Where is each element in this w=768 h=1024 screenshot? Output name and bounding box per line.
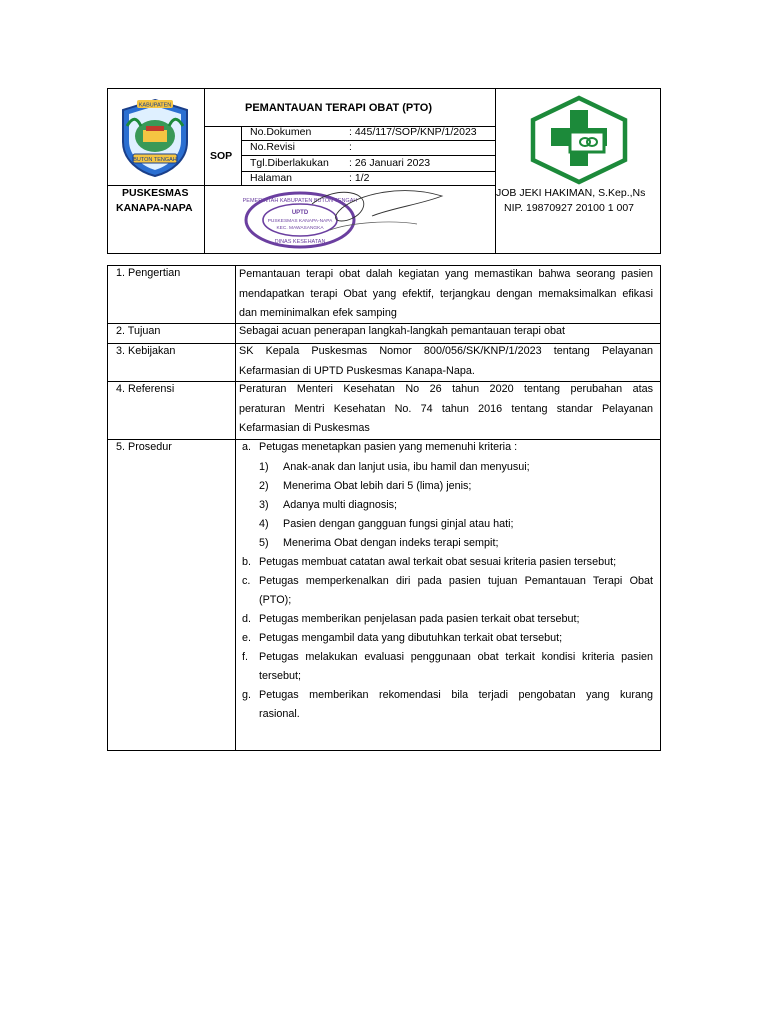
org-name-line1: PUSKESMAS xyxy=(122,187,189,199)
section-label-prosedur: 5. Prosedur xyxy=(116,441,172,453)
page-value: : 1/2 xyxy=(349,172,370,184)
svg-text:KABUPATEN: KABUPATEN xyxy=(138,102,172,109)
svg-text:DINAS KESEHATAN: DINAS KESEHATAN xyxy=(274,239,326,245)
text-line: Pemantauan terapi obat dalah kegiatan yang memastikan bahwa seorang pasien xyxy=(239,268,653,280)
sop-content-table xyxy=(107,265,661,751)
document-title: PEMANTAUAN TERAPI OBAT (PTO) xyxy=(245,102,432,114)
section-label-pengertian: 1. Pengertian xyxy=(116,267,181,279)
step-text: Petugas memberikan rekomendasi bila terjadi pengobatan yang kurang xyxy=(259,689,653,701)
border-right xyxy=(660,88,661,254)
sub-step-text: Anak-anak dan lanjut usia, ibu hamil dan menyusui; xyxy=(283,461,530,473)
step-marker: d. xyxy=(242,613,252,625)
sub-step-marker: 4) xyxy=(259,518,269,530)
revision-value: : xyxy=(349,141,352,153)
effective-date-value: : 26 Januari 2023 xyxy=(349,157,431,169)
revision-label: No.Revisi xyxy=(250,141,295,153)
step-text: Petugas membuat catatan awal terkait obat sesuai kriteria pasien tersebut; xyxy=(259,556,617,568)
divider-logo-row xyxy=(107,185,204,186)
text-line: Kefarmasian di UPTD Puskesmas Kanapa-Napa. xyxy=(239,364,475,377)
step-marker: a. xyxy=(242,441,252,453)
text-line: Peraturan Menteri Kesehatan No 26 tahun 2020 tentang perubahan atas xyxy=(239,383,653,395)
svg-text:PEMERINTAH KABUPATEN BUTON TEN: PEMERINTAH KABUPATEN BUTON TENGAH xyxy=(242,198,358,204)
org-name-line2: KANAPA-NAPA xyxy=(116,202,193,214)
sub-step-text: Menerima Obat lebih dari 5 (lima) jenis; xyxy=(283,480,472,492)
sop-label: SOP xyxy=(210,150,233,162)
section-label-tujuan: 2. Tujuan xyxy=(116,325,161,337)
row-divider-4 xyxy=(107,439,661,440)
svg-text:UPTD: UPTD xyxy=(291,210,309,216)
border-top xyxy=(107,88,661,89)
step-text: Petugas menetapkan pasien yang memenuhi kriteria : xyxy=(259,441,518,453)
doc-number-label: No.Dokumen xyxy=(250,126,312,138)
divider-label-col xyxy=(235,265,236,751)
sub-step-marker: 2) xyxy=(259,480,269,492)
svg-text:PUSKESMAS KANAPA-NAPA: PUSKESMAS KANAPA-NAPA xyxy=(267,219,333,224)
border-bottom xyxy=(107,750,661,751)
sub-step-marker: 3) xyxy=(259,499,269,511)
border-left xyxy=(107,88,108,254)
svg-text:BUTON TENGAH: BUTON TENGAH xyxy=(133,157,177,163)
section-body-pengertian xyxy=(239,265,653,324)
effective-date-label: Tgl.Diberlakukan xyxy=(250,157,329,169)
step-marker: f. xyxy=(242,651,248,663)
step-marker: c. xyxy=(242,575,251,587)
step-text: Petugas mengambil data yang dibutuhkan terkait obat tersebut; xyxy=(259,632,563,644)
svg-text:KEC. MAWASANGKA: KEC. MAWASANGKA xyxy=(276,226,324,231)
sop-header-table xyxy=(107,88,661,254)
sub-step-text: Adanya multi diagnosis; xyxy=(283,499,398,511)
section-body-tujuan xyxy=(239,322,653,342)
section-body-referensi xyxy=(239,380,653,439)
official-stamp xyxy=(242,186,457,254)
sub-step-marker: 1) xyxy=(259,461,269,473)
section-label-referensi: 4. Referensi xyxy=(116,383,175,395)
step-marker: g. xyxy=(242,689,252,701)
signer-nip: NIP. 19870927 20100 1 007 xyxy=(504,202,635,214)
text-line: Kefarmasian di Puskesmas xyxy=(239,422,370,434)
section-label-kebijakan: 3. Kebijakan xyxy=(116,345,176,357)
step-text: Petugas melakukan evaluasi penggunaan obat terkait kondisi kriteria pasien xyxy=(259,651,653,663)
page-label: Halaman xyxy=(250,172,293,184)
divider-meta-2 xyxy=(241,155,495,156)
divider-sop-col xyxy=(241,126,242,186)
puskesmas-logo xyxy=(527,94,631,186)
step-marker: e. xyxy=(242,632,252,644)
regency-emblem-logo xyxy=(113,96,197,180)
border-right xyxy=(660,265,661,751)
signer-name: JOB JEKI HAKIMAN, S.Kep.,Ns xyxy=(496,187,646,199)
sub-step-text: Menerima Obat dengan indeks terapi sempit; xyxy=(283,537,499,549)
step-marker: b. xyxy=(242,556,252,568)
text-line: Sebagai acuan penerapan langkah-langkah pemantauan terapi obat xyxy=(239,325,565,337)
section-body-kebijakan xyxy=(239,342,653,381)
text-line: SK Kepala Puskesmas Nomor 800/056/SK/KNP/1/2023 tentang Pelayanan xyxy=(239,345,653,357)
text-line: mendapatkan terapi Obat yang efektif, terjangkau dengan memaksimalkan efikasi xyxy=(239,287,653,300)
sub-step-text: Pasien dengan gangguan fungsi ginjal atau hati; xyxy=(283,518,514,530)
border-left xyxy=(107,265,108,751)
divider-right-col xyxy=(495,88,496,254)
step-text-cont: rasional. xyxy=(259,708,300,720)
step-text: Petugas memberikan penjelasan pada pasien terkait obat tersebut; xyxy=(259,613,580,625)
text-line: peraturan Mentri Kesehatan No. 74 tahun 2016 tentang standar Pelayanan xyxy=(239,402,653,415)
divider-logo-col xyxy=(204,88,205,254)
sub-step-marker: 5) xyxy=(259,537,269,549)
step-text-cont: (PTO); xyxy=(259,594,292,606)
step-text: Petugas memperkenalkan diri pada pasien tujuan Pemantauan Terapi Obat xyxy=(259,575,653,587)
doc-number-value: : 445/117/SOP/KNP/1/2023 xyxy=(349,126,477,138)
step-text-cont: tersebut; xyxy=(259,670,302,682)
text-line: dan meminimalkan efek samping xyxy=(239,307,397,319)
